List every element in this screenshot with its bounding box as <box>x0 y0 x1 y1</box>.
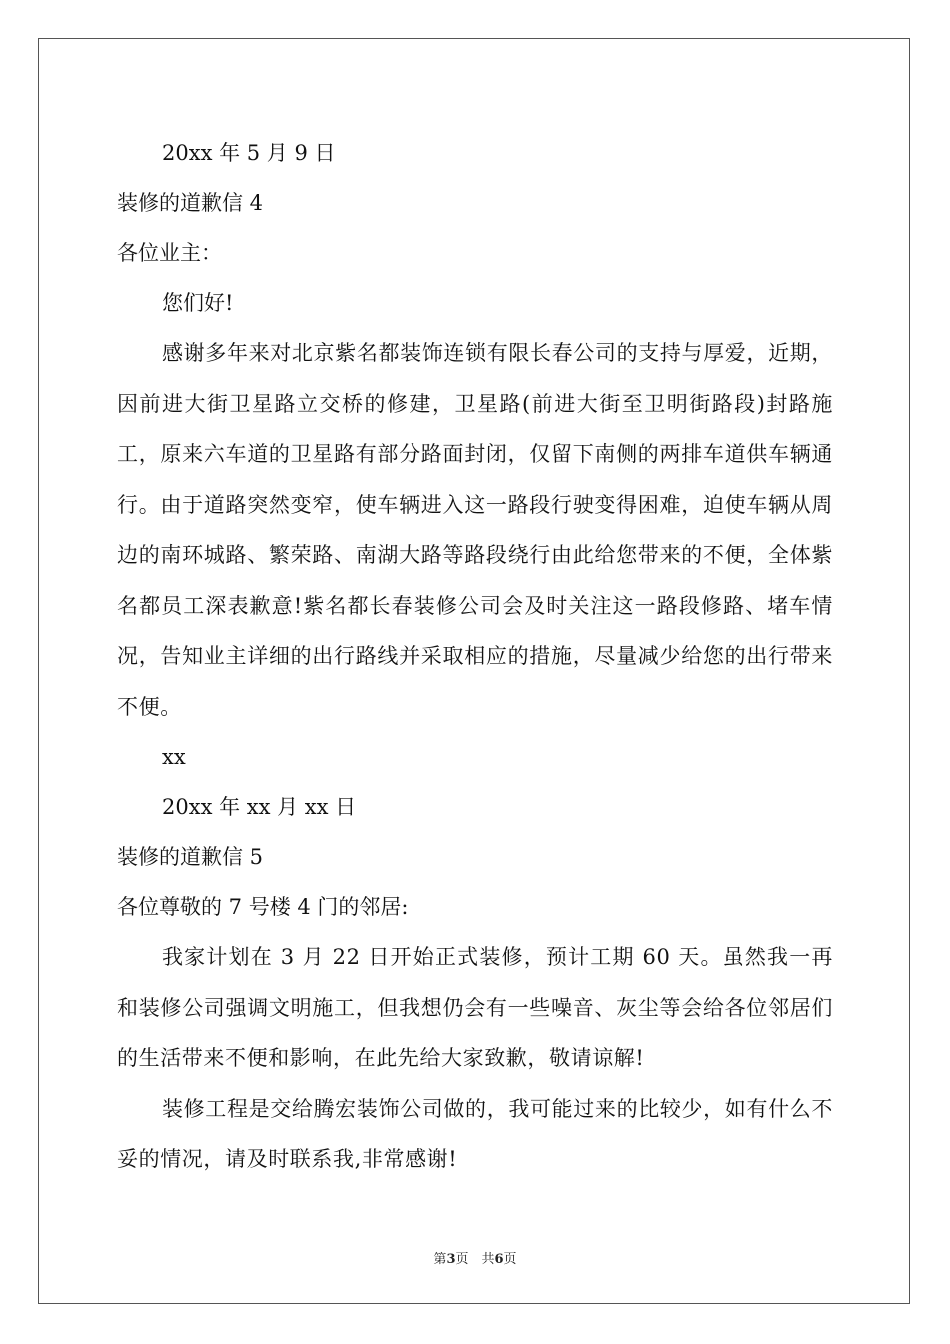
letter5-salutation: 各位尊敬的 7 号楼 4 门的邻居: <box>117 895 409 919</box>
letter3-date: 20xx 年 5 月 9 日 <box>162 141 336 165</box>
letter4-date: 20xx 年 xx 月 xx 日 <box>162 795 357 819</box>
document-content <box>117 128 833 1185</box>
letter5-body-1: 我家计划在 3 月 22 日开始正式装修，预计工期 60 天。虽然我一再和装修公司强调文明施工，但我想仍会有一些噪音、灰尘等会给各位邻居们的生活带来不便和影响，在此先给大家致歉，敬请谅解! <box>117 945 833 1070</box>
letter4-body: 感谢多年来对北京紫名都装饰连锁有限长春公司的支持与厚爱，近期，因前进大街卫星路立交桥的修建，卫星路(前进大街至卫明街路段)封路施工，原来六车道的卫星路有部分路面封闭，仅留下南侧的两排车道供车辆通行。由于道路突然变窄，使车辆进入这一路段行驶变得困难，迫使车辆从周边的南环城路、繁荣路、南湖大路等路段绕行由此给您带来的不便，全体紫名都员工深表歉意!紫名都长春装修公司会及时关注这一路段修路、堵车情况，告知业主详细的出行路线并采取相应的措施，尽量减少给您的出行带来不便。 <box>117 341 833 719</box>
letter4-title: 装修的道歉信 4 <box>117 191 264 215</box>
page-suffix: 页 <box>503 1252 517 1267</box>
letter4-signature: xx <box>162 745 186 769</box>
page-current: 3 <box>446 1252 456 1267</box>
letter4-greeting: 您们好! <box>162 291 234 315</box>
letter5-body-2: 装修工程是交给腾宏装饰公司做的，我可能过来的比较少，如有什么不妥的情况，请及时联系我,非常感谢! <box>117 1096 833 1171</box>
page-footer <box>0 1248 950 1267</box>
letter5-title: 装修的道歉信 5 <box>117 845 264 869</box>
page-mid: 页 共 <box>455 1252 495 1267</box>
page-total: 6 <box>494 1252 504 1267</box>
page-prefix: 第 <box>433 1252 447 1267</box>
letter4-salutation: 各位业主： <box>117 241 222 265</box>
